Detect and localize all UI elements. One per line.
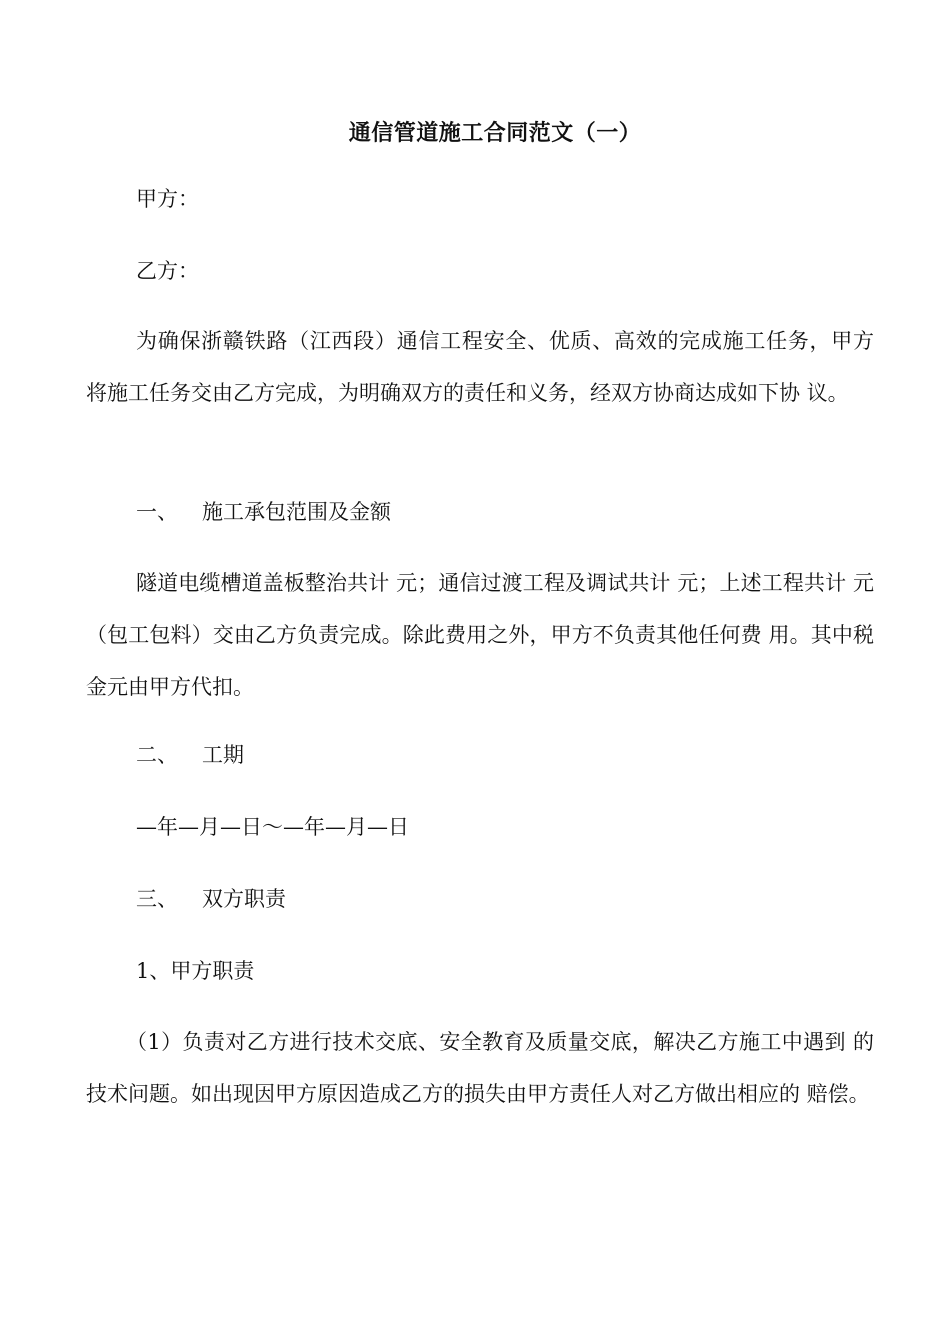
intro-paragraph: 为确保浙赣铁路（江西段）通信工程安全、优质、高效的完成施工任务，甲方 将施工任务交由乙方完成，为明确双方的责任和义务，经双方协商达成如下协 议。 — [86, 329, 874, 405]
section-2-title: 工期 — [202, 743, 244, 767]
section-3-subheading: 1、甲方职责 — [136, 959, 255, 983]
section-2-heading — [136, 740, 244, 770]
party-a-label: 甲方： — [136, 187, 199, 211]
section-3-heading — [136, 884, 286, 914]
section-3-number: 三、 — [136, 887, 178, 911]
section-2-body: —年—月—日〜—年—月—日 — [136, 815, 409, 839]
section-2-number: 二、 — [136, 743, 178, 767]
document-title: 通信管道施工合同范文（一） — [348, 120, 642, 146]
section-1-title: 施工承包范围及金额 — [202, 500, 391, 524]
section-1-number: 一、 — [136, 500, 178, 524]
section-1-heading — [136, 497, 391, 527]
section-3-title: 双方职责 — [202, 887, 286, 911]
party-b-label: 乙方： — [136, 259, 199, 283]
section-1-body: 隧道电缆槽道盖板整治共计 元；通信过渡工程及调试共计 元；上述工程共计 元（包工包料）交由乙方负责完成。除此费用之外，甲方不负责其他任何费 用。其中税金元由甲方代扣。 — [86, 571, 874, 699]
section-3-item-1: （1）负责对乙方进行技术交底、安全教育及质量交底，解决乙方施工中遇到 的技术问题。如出现因甲方原因造成乙方的损失由甲方责任人对乙方做出相应的 赔偿。 — [86, 1030, 874, 1106]
